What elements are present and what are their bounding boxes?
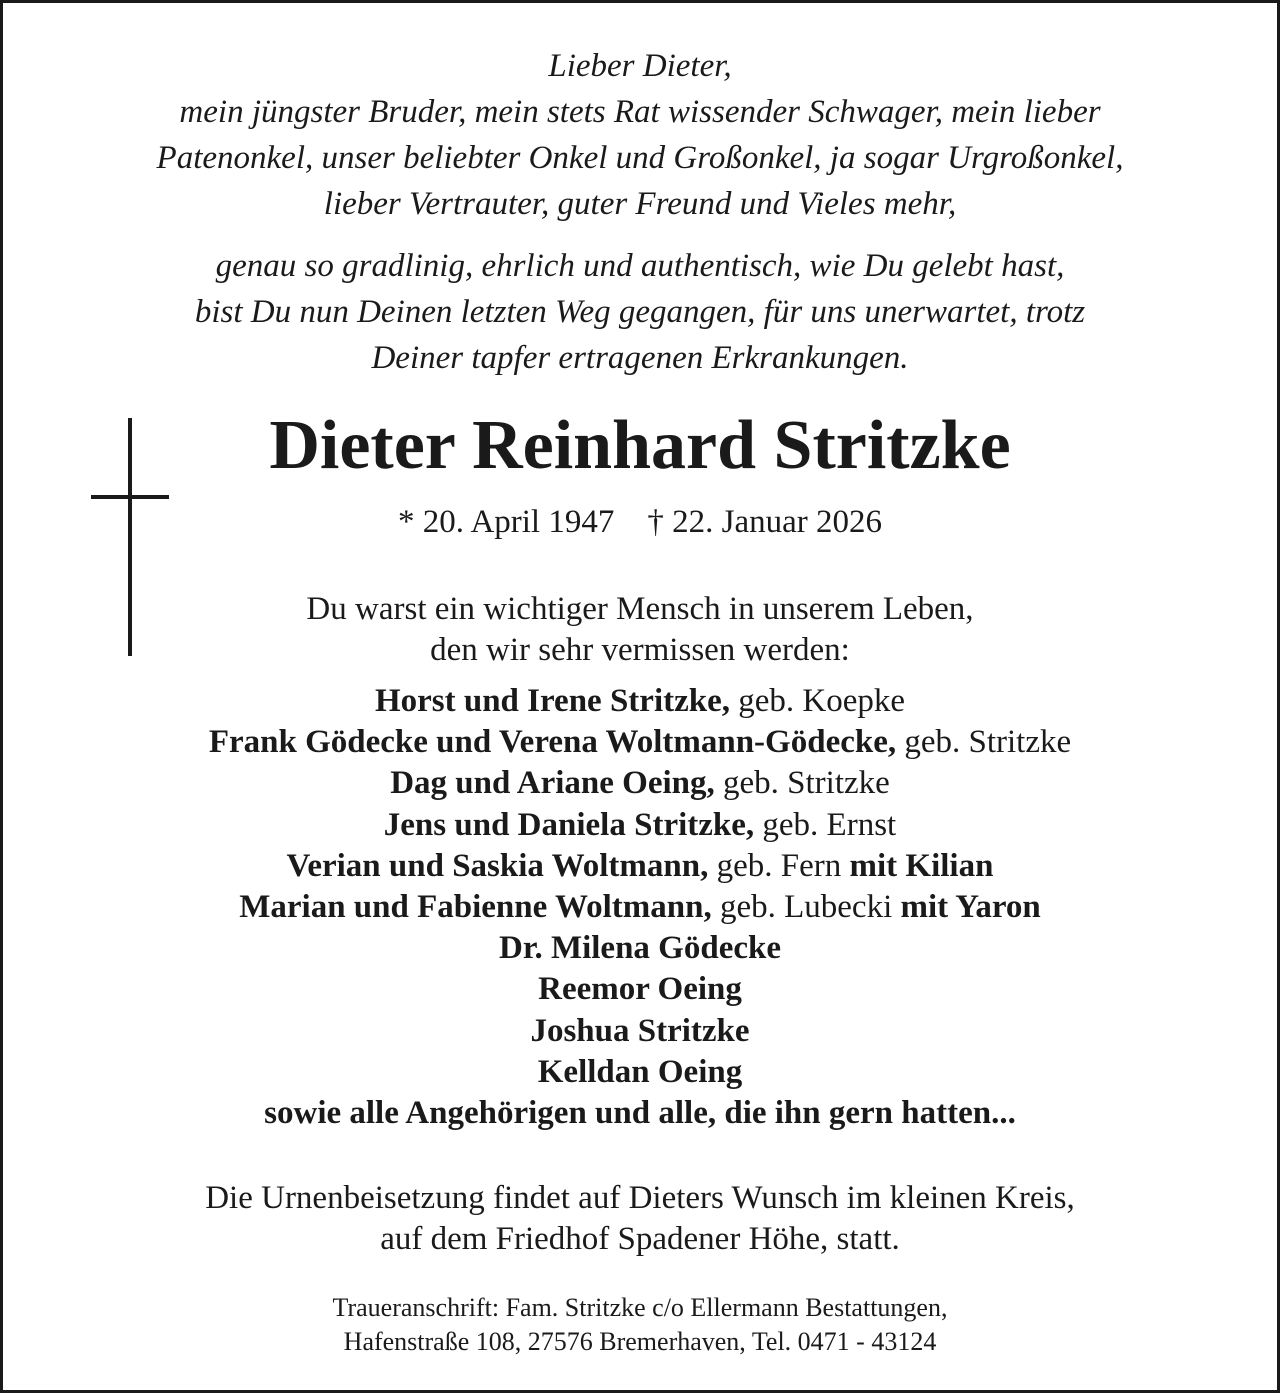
- mourner-row: [3, 887, 1277, 928]
- mourner-row: [3, 681, 1277, 722]
- intro-paragraph-2: [63, 243, 1217, 381]
- mourner-children: mit Kilian: [849, 847, 994, 884]
- mourner-birth-name: geb. Koepke: [730, 683, 906, 719]
- mourner-children: mit Yaron: [900, 889, 1041, 926]
- mourner-row: [3, 846, 1277, 887]
- intro-line: Lieber Dieter,: [548, 48, 732, 84]
- mourner-row: [3, 1093, 1277, 1134]
- mourner-names: Joshua Stritzke: [530, 1012, 750, 1049]
- life-dates: * 20. April 1947 † 22. Januar 2026: [398, 504, 882, 540]
- burial-line: auf dem Friedhof Spadener Höhe, statt.: [380, 1221, 900, 1257]
- address-line: Hafenstraße 108, 27576 Bremerhaven, Tel. 0471 - 43124: [343, 1327, 937, 1356]
- intro-line: Patenonkel, unser beliebter Onkel und Großonkel, ja sogar Urgroßonkel,: [156, 140, 1124, 176]
- mourner-names: Frank Gödecke und Verena Woltmann-Gödecke,: [208, 724, 897, 761]
- intro-line: genau so gradlinig, ehrlich und authentisch, wie Du gelebt hast,: [215, 248, 1065, 284]
- mourner-row: [3, 722, 1277, 763]
- mourner-birth-name: geb. Stritzke: [896, 724, 1072, 761]
- burial-info: [3, 1178, 1277, 1260]
- deceased-name: Dieter Reinhard Stritzke: [269, 407, 1011, 484]
- mourner-row: [3, 805, 1277, 846]
- mourner-row: [3, 763, 1277, 804]
- mourner-names: Verian und Saskia Woltmann,: [286, 847, 709, 884]
- intro-line: bist Du nun Deinen letzten Weg gegangen, für uns unerwartet, trotz: [194, 294, 1086, 330]
- mourner-row: [3, 928, 1277, 969]
- mourners-list: [3, 681, 1277, 1134]
- mourner-row: [3, 969, 1277, 1010]
- mourner-names: Dag und Ariane Oeing,: [390, 765, 715, 802]
- mourner-birth-name: geb. Ernst: [754, 806, 897, 843]
- mourner-names: Kelldan Oeing: [537, 1053, 743, 1090]
- tribute-line: den wir sehr vermissen werden:: [430, 632, 850, 668]
- burial-line: Die Urnenbeisetzung findet auf Dieters Wunsch im kleinen Kreis,: [205, 1180, 1075, 1216]
- mourner-birth-name: geb. Lubecki: [711, 889, 901, 926]
- mourner-birth-name: geb. Stritzke: [714, 765, 890, 802]
- mourner-row: [3, 1011, 1277, 1052]
- intro-paragraph-1: [63, 43, 1217, 227]
- intro-line: lieber Vertrauter, guter Freund und Vieles mehr,: [323, 186, 957, 222]
- address-line: Traueranschrift: Fam. Stritzke c/o Ellermann Bestattungen,: [332, 1293, 948, 1322]
- mourner-names: Horst und Irene Stritzke,: [374, 683, 730, 719]
- mourner-names: sowie alle Angehörigen und alle, die ihn gern hatten...: [264, 1095, 1016, 1132]
- mourner-row: [3, 1052, 1277, 1093]
- tribute-line: Du warst ein wichtiger Mensch in unserem Leben,: [306, 591, 974, 627]
- mourner-birth-name: geb. Fern: [708, 847, 850, 884]
- mourning-address: [3, 1291, 1277, 1359]
- mourner-names: Marian und Fabienne Woltmann,: [239, 889, 712, 926]
- mourner-names: Dr. Milena Gödecke: [499, 930, 781, 967]
- mourner-names: Jens und Daniela Stritzke,: [383, 806, 755, 843]
- cross-horizontal-bar: [91, 495, 169, 499]
- intro-text: [63, 43, 1217, 381]
- intro-line: Deiner tapfer ertragenen Erkrankungen.: [371, 340, 909, 376]
- tribute-text: [3, 589, 1277, 671]
- mourner-names: Reemor Oeing: [538, 971, 742, 1008]
- intro-line: mein jüngster Bruder, mein stets Rat wissender Schwager, mein lieber: [179, 94, 1101, 130]
